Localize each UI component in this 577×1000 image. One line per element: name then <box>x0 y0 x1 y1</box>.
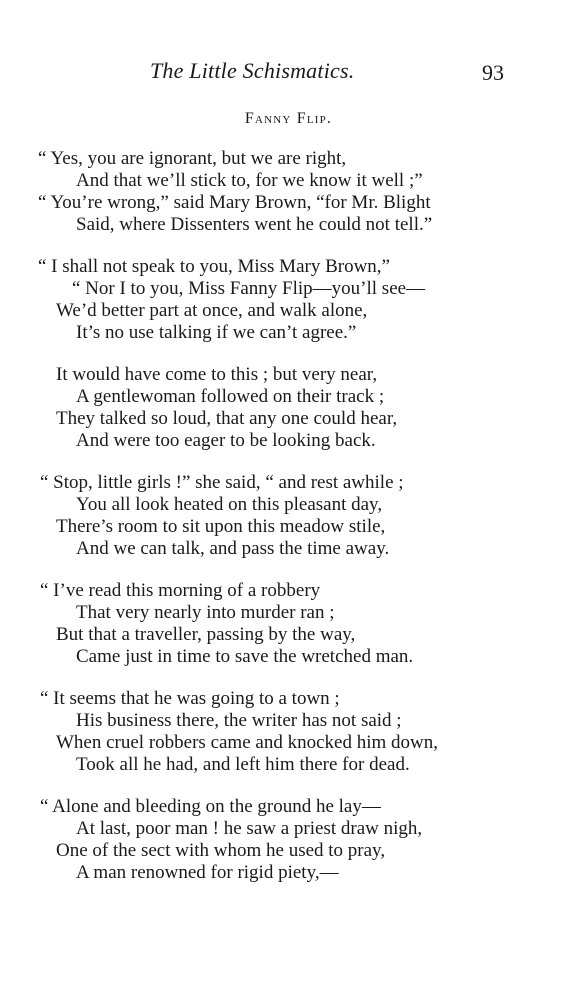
verse-line: It would have come to this ; but very near, <box>56 364 378 385</box>
verse-line: One of the sect with whom he used to pray, <box>56 840 386 861</box>
verse-line: When cruel robbers came and knocked him down, <box>56 732 438 753</box>
verse-line: “ You’re wrong,” said Mary Brown, “for Mr. Blight <box>38 192 431 213</box>
verse-line: A man renowned for rigid piety,— <box>76 862 339 883</box>
verse-line: At last, poor man ! he saw a priest draw nigh, <box>76 818 423 839</box>
verse-line: We’d better part at once, and walk alone, <box>56 300 368 321</box>
verse-line: His business there, the writer has not said ; <box>76 710 402 731</box>
verse-line: That very nearly into murder ran ; <box>76 602 335 623</box>
verse-line: They talked so loud, that any one could hear, <box>56 408 398 429</box>
verse-line: But that a traveller, passing by the way, <box>56 624 356 645</box>
verse-line: A gentlewoman followed on their track ; <box>76 386 385 407</box>
verse-line: “ Stop, little girls !” she said, “ and rest awhile ; <box>40 472 404 493</box>
stanza <box>0 472 577 560</box>
verse-line: Said, where Dissenters went he could not tell.” <box>76 214 433 235</box>
verse-line: “ Yes, you are ignorant, but we are right, <box>38 148 347 169</box>
stanza <box>0 256 577 344</box>
verse-line: “ I’ve read this morning of a robbery <box>40 580 321 601</box>
stanza <box>0 688 577 776</box>
running-head <box>0 58 577 88</box>
running-title: The Little Schismatics. <box>150 58 355 83</box>
verse-line: “ I shall not speak to you, Miss Mary Brown,” <box>38 256 390 277</box>
stanza <box>0 796 577 884</box>
verse-line: “ It seems that he was going to a town ; <box>40 688 340 709</box>
page-number: 93 <box>482 60 504 85</box>
verse-line: And we can talk, and pass the time away. <box>76 538 390 559</box>
stanza <box>0 148 577 236</box>
verse-line: “ Alone and bleeding on the ground he lay— <box>40 796 381 817</box>
poem-body <box>0 148 577 904</box>
verse-line: And that we’ll stick to, for we know it well ;” <box>76 170 423 191</box>
stanza <box>0 580 577 668</box>
verse-line: There’s room to sit upon this meadow stile, <box>56 516 386 537</box>
verse-line: And were too eager to be looking back. <box>76 430 376 451</box>
stanza <box>0 364 577 452</box>
verse-line: It’s no use talking if we can’t agree.” <box>76 322 357 343</box>
verse-line: You all look heated on this pleasant day, <box>76 494 383 515</box>
poem-title: Fanny Flip. <box>244 110 333 127</box>
verse-line: Came just in time to save the wretched man. <box>76 646 414 667</box>
verse-line: Took all he had, and left him there for dead. <box>76 754 410 775</box>
verse-line: “ Nor I to you, Miss Fanny Flip—you’ll see— <box>72 278 426 299</box>
